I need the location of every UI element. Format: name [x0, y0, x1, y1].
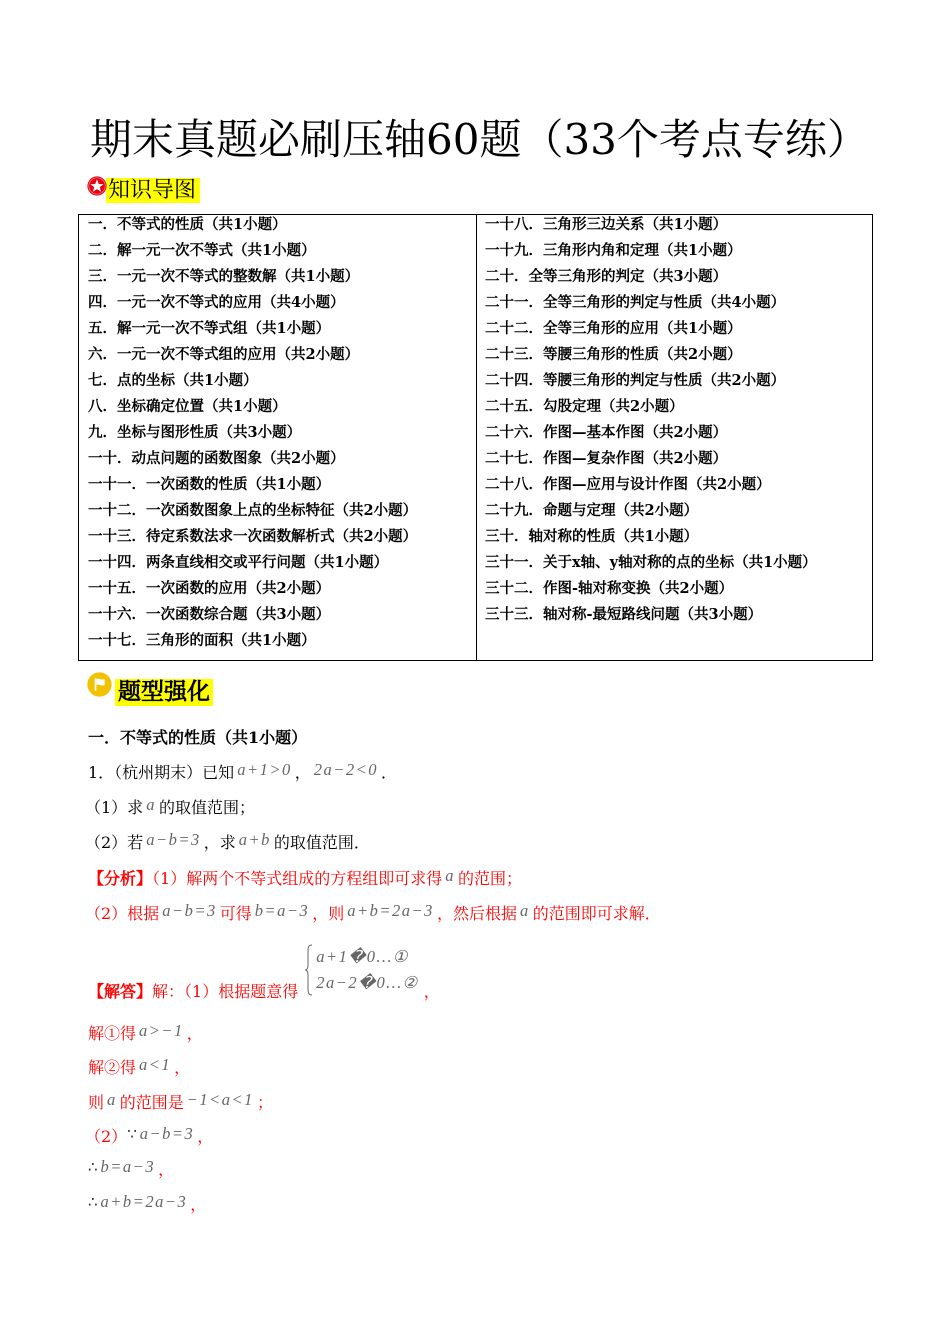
- punctuation: ，: [174, 1058, 191, 1077]
- analysis-line-2: [85, 901, 661, 927]
- punctuation: ，: [190, 1195, 207, 1214]
- toc-item: 一十九．三角形内角和定理（共1小题）: [485, 242, 742, 259]
- therefore-symbol: ∴: [88, 1158, 98, 1176]
- part-text: （1）求: [85, 798, 144, 817]
- punctuation: ．: [381, 763, 398, 782]
- inequality-system: [304, 944, 422, 996]
- toc-item: 一十六．一次函数综合题（共3小题）: [88, 606, 331, 623]
- toc-item: 三十二．作图-轴对称变换（共2小题）: [485, 580, 734, 597]
- math-expression: a: [107, 1090, 117, 1109]
- star-badge-icon: [87, 176, 107, 196]
- toc-item: 二十一．全等三角形的判定与性质（共4小题）: [485, 294, 786, 311]
- question-types-header: [87, 670, 213, 706]
- math-expression: a>−1: [139, 1021, 184, 1040]
- toc-column-right: [477, 215, 872, 660]
- toc-item: 二十．全等三角形的判定（共3小题）: [485, 268, 728, 285]
- part-text: ，求: [203, 833, 236, 852]
- toc-item: 三．一元一次不等式的整数解（共1小题）: [88, 268, 360, 285]
- toc-item: 三十一．关于x轴、y轴对称的点的坐标（共1小题）: [485, 554, 817, 571]
- toc-item: 一．不等式的性质（共1小题）: [88, 216, 287, 233]
- punctuation: ，: [158, 1160, 175, 1179]
- flag-badge-icon: [87, 672, 112, 697]
- analysis-text: （2）根据: [85, 904, 160, 923]
- step-text: （2）: [85, 1127, 128, 1146]
- toc-item: 一十一．一次函数的性质（共1小题）: [88, 476, 331, 493]
- part-text: 的取值范围；: [158, 798, 255, 817]
- toc-item: 六．一元一次不等式组的应用（共2小题）: [88, 346, 360, 363]
- math-expression: a: [519, 901, 530, 920]
- therefore-symbol: ∴: [88, 1193, 98, 1211]
- analysis-text: ，则: [312, 904, 345, 923]
- toc-item: 二十二．全等三角形的应用（共1小题）: [485, 320, 742, 337]
- solution-step-3: [88, 1090, 273, 1116]
- solution-intro: [88, 945, 440, 1005]
- analysis-text: 的范围即可求解．: [532, 904, 661, 923]
- math-expression: b=a−3: [100, 1157, 156, 1176]
- toc-item: 二十五．勾股定理（共2小题）: [485, 398, 684, 415]
- part-text: 的取值范围．: [273, 833, 370, 852]
- analysis-text: 可得: [219, 904, 252, 923]
- math-expression: a−b=3: [139, 1124, 195, 1143]
- math-expression: a+1>0: [237, 760, 292, 779]
- toc-item: 一十五．一次函数的应用（共2小题）: [88, 580, 331, 597]
- step-text: 则: [88, 1093, 105, 1112]
- part-text: （2）若: [85, 833, 144, 852]
- knowledge-map-header: [87, 175, 200, 205]
- punctuation: ；: [256, 1093, 273, 1112]
- math-expression: a: [445, 866, 455, 885]
- solution-label: 【解答】: [88, 982, 153, 1001]
- analysis-line-1: [88, 866, 522, 892]
- toc-item: 一十三．待定系数法求一次函数解析式（共2小题）: [88, 528, 418, 545]
- toc-item: 三十三．轴对称-最短路线问题（共3小题）: [485, 606, 763, 623]
- toc-item: 四．一元一次不等式的应用（共4小题）: [88, 294, 345, 311]
- toc-item: 九．坐标与图形性质（共3小题）: [88, 424, 302, 441]
- problem-part-2: [85, 830, 370, 856]
- toc-item: 一十七．三角形的面积（共1小题）: [88, 632, 316, 649]
- punctuation: ，: [423, 982, 440, 1001]
- toc-item: 三十．轴对称的性质（共1小题）: [485, 528, 699, 545]
- solution-step-6: [88, 1192, 206, 1218]
- toc-item: 二十三．等腰三角形的性质（共2小题）: [485, 346, 742, 363]
- solution-step-2: [88, 1055, 190, 1081]
- toc-item: 一十．动点问题的函数图象（共2小题）: [88, 450, 345, 467]
- toc-item: 八．坐标确定位置（共1小题）: [88, 398, 287, 415]
- question-types-heading: 题型强化: [115, 679, 213, 706]
- toc-item: 二十八．作图—应用与设计作图（共2小题）: [485, 476, 771, 493]
- toc-item: 一十四．两条直线相交或平行问题（共1小题）: [88, 554, 389, 571]
- toc-table: [78, 214, 873, 661]
- document-title: 期末真题必刷压轴60题（33个考点专练）: [90, 115, 869, 164]
- analysis-label: 【分析】: [88, 869, 153, 888]
- toc-item: 二十六．作图—基本作图（共2小题）: [485, 424, 728, 441]
- math-expression: a−b=3: [146, 830, 201, 849]
- math-expression: a+b: [238, 830, 271, 849]
- knowledge-map-heading: 知识导图: [106, 178, 200, 203]
- math-expression: a+b=2a−3: [347, 901, 434, 920]
- problem-stem: [88, 760, 397, 786]
- punctuation: ，: [197, 1127, 214, 1146]
- math-expression: a−b=3: [162, 901, 217, 920]
- toc-item: 七．点的坐标（共1小题）: [88, 372, 258, 389]
- math-expression: a: [146, 795, 156, 814]
- step-text: 解①得: [88, 1024, 137, 1043]
- punctuation: ，: [186, 1024, 203, 1043]
- toc-item: 二十四．等腰三角形的判定与性质（共2小题）: [485, 372, 786, 389]
- analysis-text: ，然后根据: [436, 904, 517, 923]
- analysis-text: （1）解两个不等式组成的方程组即可求得: [152, 869, 443, 888]
- step-text: 的范围是: [119, 1093, 184, 1112]
- topic-heading: 一．不等式的性质（共1小题）: [88, 728, 308, 747]
- toc-item: 一十二．一次函数图象上点的坐标特征（共2小题）: [88, 502, 418, 519]
- solution-text: 解：（1）根据题意得: [152, 982, 299, 1001]
- math-expression: a+b=2a−3: [100, 1192, 188, 1211]
- toc-item: 二十九．命题与定理（共2小题）: [485, 502, 699, 519]
- toc-item: 二十七．作图—复杂作图（共2小题）: [485, 450, 728, 467]
- inequality-row: 2a−2�0…②: [316, 973, 419, 992]
- inequality-system-rows: [313, 944, 422, 996]
- math-expression: 2a−2<0: [313, 760, 379, 779]
- toc-item: 二．解一元一次不等式（共1小题）: [88, 242, 316, 259]
- math-expression: −1<a<1: [186, 1090, 254, 1109]
- solution-step-1: [88, 1021, 203, 1047]
- punctuation: ，: [294, 763, 311, 782]
- analysis-text: 的范围；: [457, 869, 522, 888]
- left-brace-icon: [304, 944, 313, 996]
- because-symbol: ∵: [127, 1125, 137, 1143]
- toc-column-left: [79, 215, 477, 660]
- step-text: 解②得: [88, 1058, 137, 1077]
- math-expression: b=a−3: [254, 901, 310, 920]
- math-expression: a<1: [139, 1055, 172, 1074]
- inequality-row: a+1�0…①: [316, 947, 409, 966]
- stem-text: 1．（杭州期末）已知: [88, 763, 235, 782]
- toc-item: 一十八．三角形三边关系（共1小题）: [485, 216, 728, 233]
- solution-step-5: [88, 1157, 174, 1183]
- solution-step-4: [85, 1124, 213, 1150]
- toc-item: 五．解一元一次不等式组（共1小题）: [88, 320, 331, 337]
- problem-part-1: [85, 795, 255, 821]
